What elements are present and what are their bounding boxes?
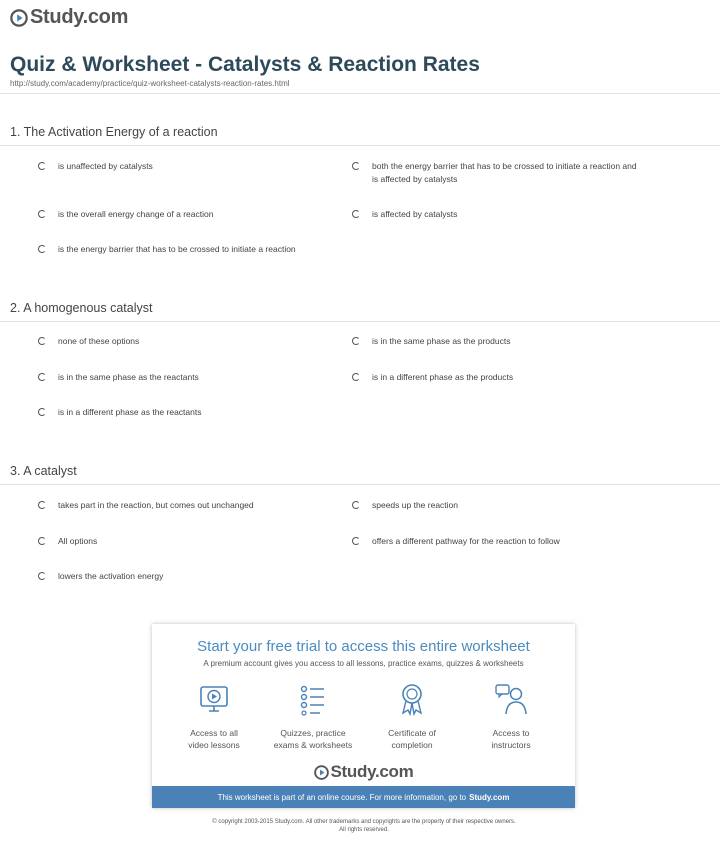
instructor-icon: [494, 682, 528, 716]
answer-option[interactable]: takes part in the reaction, but comes out unchanged: [38, 499, 254, 512]
radio-icon[interactable]: [38, 373, 46, 381]
answer-option[interactable]: lowers the activation energy: [38, 570, 163, 583]
study-link[interactable]: Study.com: [469, 792, 510, 802]
radio-icon[interactable]: [38, 501, 46, 509]
promo-title[interactable]: Start your free trial to access this entire worksheet: [197, 638, 530, 655]
feature-quizzes: Quizzes, practice exams & worksheets: [263, 682, 363, 751]
quiz-list-icon: [296, 682, 330, 716]
answer-option[interactable]: both the energy barrier that has to be crossed to initiate a reaction and is affected by catalysts: [352, 160, 637, 185]
radio-icon[interactable]: [352, 337, 360, 345]
divider: [0, 484, 720, 485]
divider: [0, 93, 720, 94]
certificate-icon: [395, 682, 429, 716]
answer-option[interactable]: speeds up the reaction: [352, 499, 458, 512]
play-circle-icon: [10, 9, 28, 27]
radio-icon[interactable]: [352, 373, 360, 381]
premium-promo-box: [152, 624, 575, 808]
answer-option[interactable]: is in the same phase as the products: [352, 335, 510, 348]
promo-study-logo[interactable]: [152, 762, 575, 782]
answer-option[interactable]: is in the same phase as the reactants: [38, 371, 199, 384]
radio-icon[interactable]: [38, 162, 46, 170]
divider: [0, 321, 720, 322]
radio-icon[interactable]: [38, 537, 46, 545]
question-title: 2. A homogenous catalyst: [10, 301, 153, 315]
copyright-footer: © copyright 2003-2015 Study.com. All other trademarks and copyrights are the property of their respective owners. All rights reserved.: [212, 819, 516, 833]
radio-icon[interactable]: [352, 162, 360, 170]
answer-option[interactable]: is in a different phase as the products: [352, 371, 513, 384]
video-lesson-icon: [197, 682, 231, 716]
answer-option[interactable]: offers a different pathway for the reaction to follow: [352, 535, 560, 548]
radio-icon[interactable]: [352, 537, 360, 545]
course-info-bar: This worksheet is part of an online course. For more information, go to Study.com: [152, 786, 575, 808]
feature-video-lessons: Access to all video lessons: [164, 682, 264, 751]
radio-icon[interactable]: [352, 501, 360, 509]
answer-option[interactable]: is affected by catalysts: [352, 208, 457, 221]
study-logo[interactable]: [10, 6, 128, 29]
answer-option[interactable]: none of these options: [38, 335, 139, 348]
answer-option[interactable]: All options: [38, 535, 97, 548]
radio-icon[interactable]: [38, 572, 46, 580]
page-title: Quiz & Worksheet - Catalysts & Reaction Rates: [10, 53, 480, 76]
answer-option[interactable]: is unaffected by catalysts: [38, 160, 153, 173]
play-circle-icon: [314, 765, 329, 780]
question-title: 1. The Activation Energy of a reaction: [10, 125, 218, 139]
answer-option[interactable]: is the energy barrier that has to be crossed to initiate a reaction: [38, 243, 296, 256]
logo-text: Study.com: [330, 762, 414, 781]
feature-instructors: Access to instructors: [461, 682, 561, 751]
radio-icon[interactable]: [352, 210, 360, 218]
logo-text: Study.com: [30, 6, 129, 28]
radio-icon[interactable]: [38, 245, 46, 253]
radio-icon[interactable]: [38, 210, 46, 218]
radio-icon[interactable]: [38, 337, 46, 345]
feature-certificate: Certificate of completion: [362, 682, 462, 751]
page-url: http://study.com/academy/practice/quiz-worksheet-catalysts-reaction-rates.html: [10, 79, 290, 88]
promo-subtitle: A premium account gives you access to all lessons, practice exams, quizzes & worksheets: [203, 659, 524, 668]
answer-option[interactable]: is the overall energy change of a reaction: [38, 208, 213, 221]
answer-option[interactable]: is in a different phase as the reactants: [38, 406, 202, 419]
divider: [0, 145, 720, 146]
question-title: 3. A catalyst: [10, 464, 77, 478]
radio-icon[interactable]: [38, 408, 46, 416]
